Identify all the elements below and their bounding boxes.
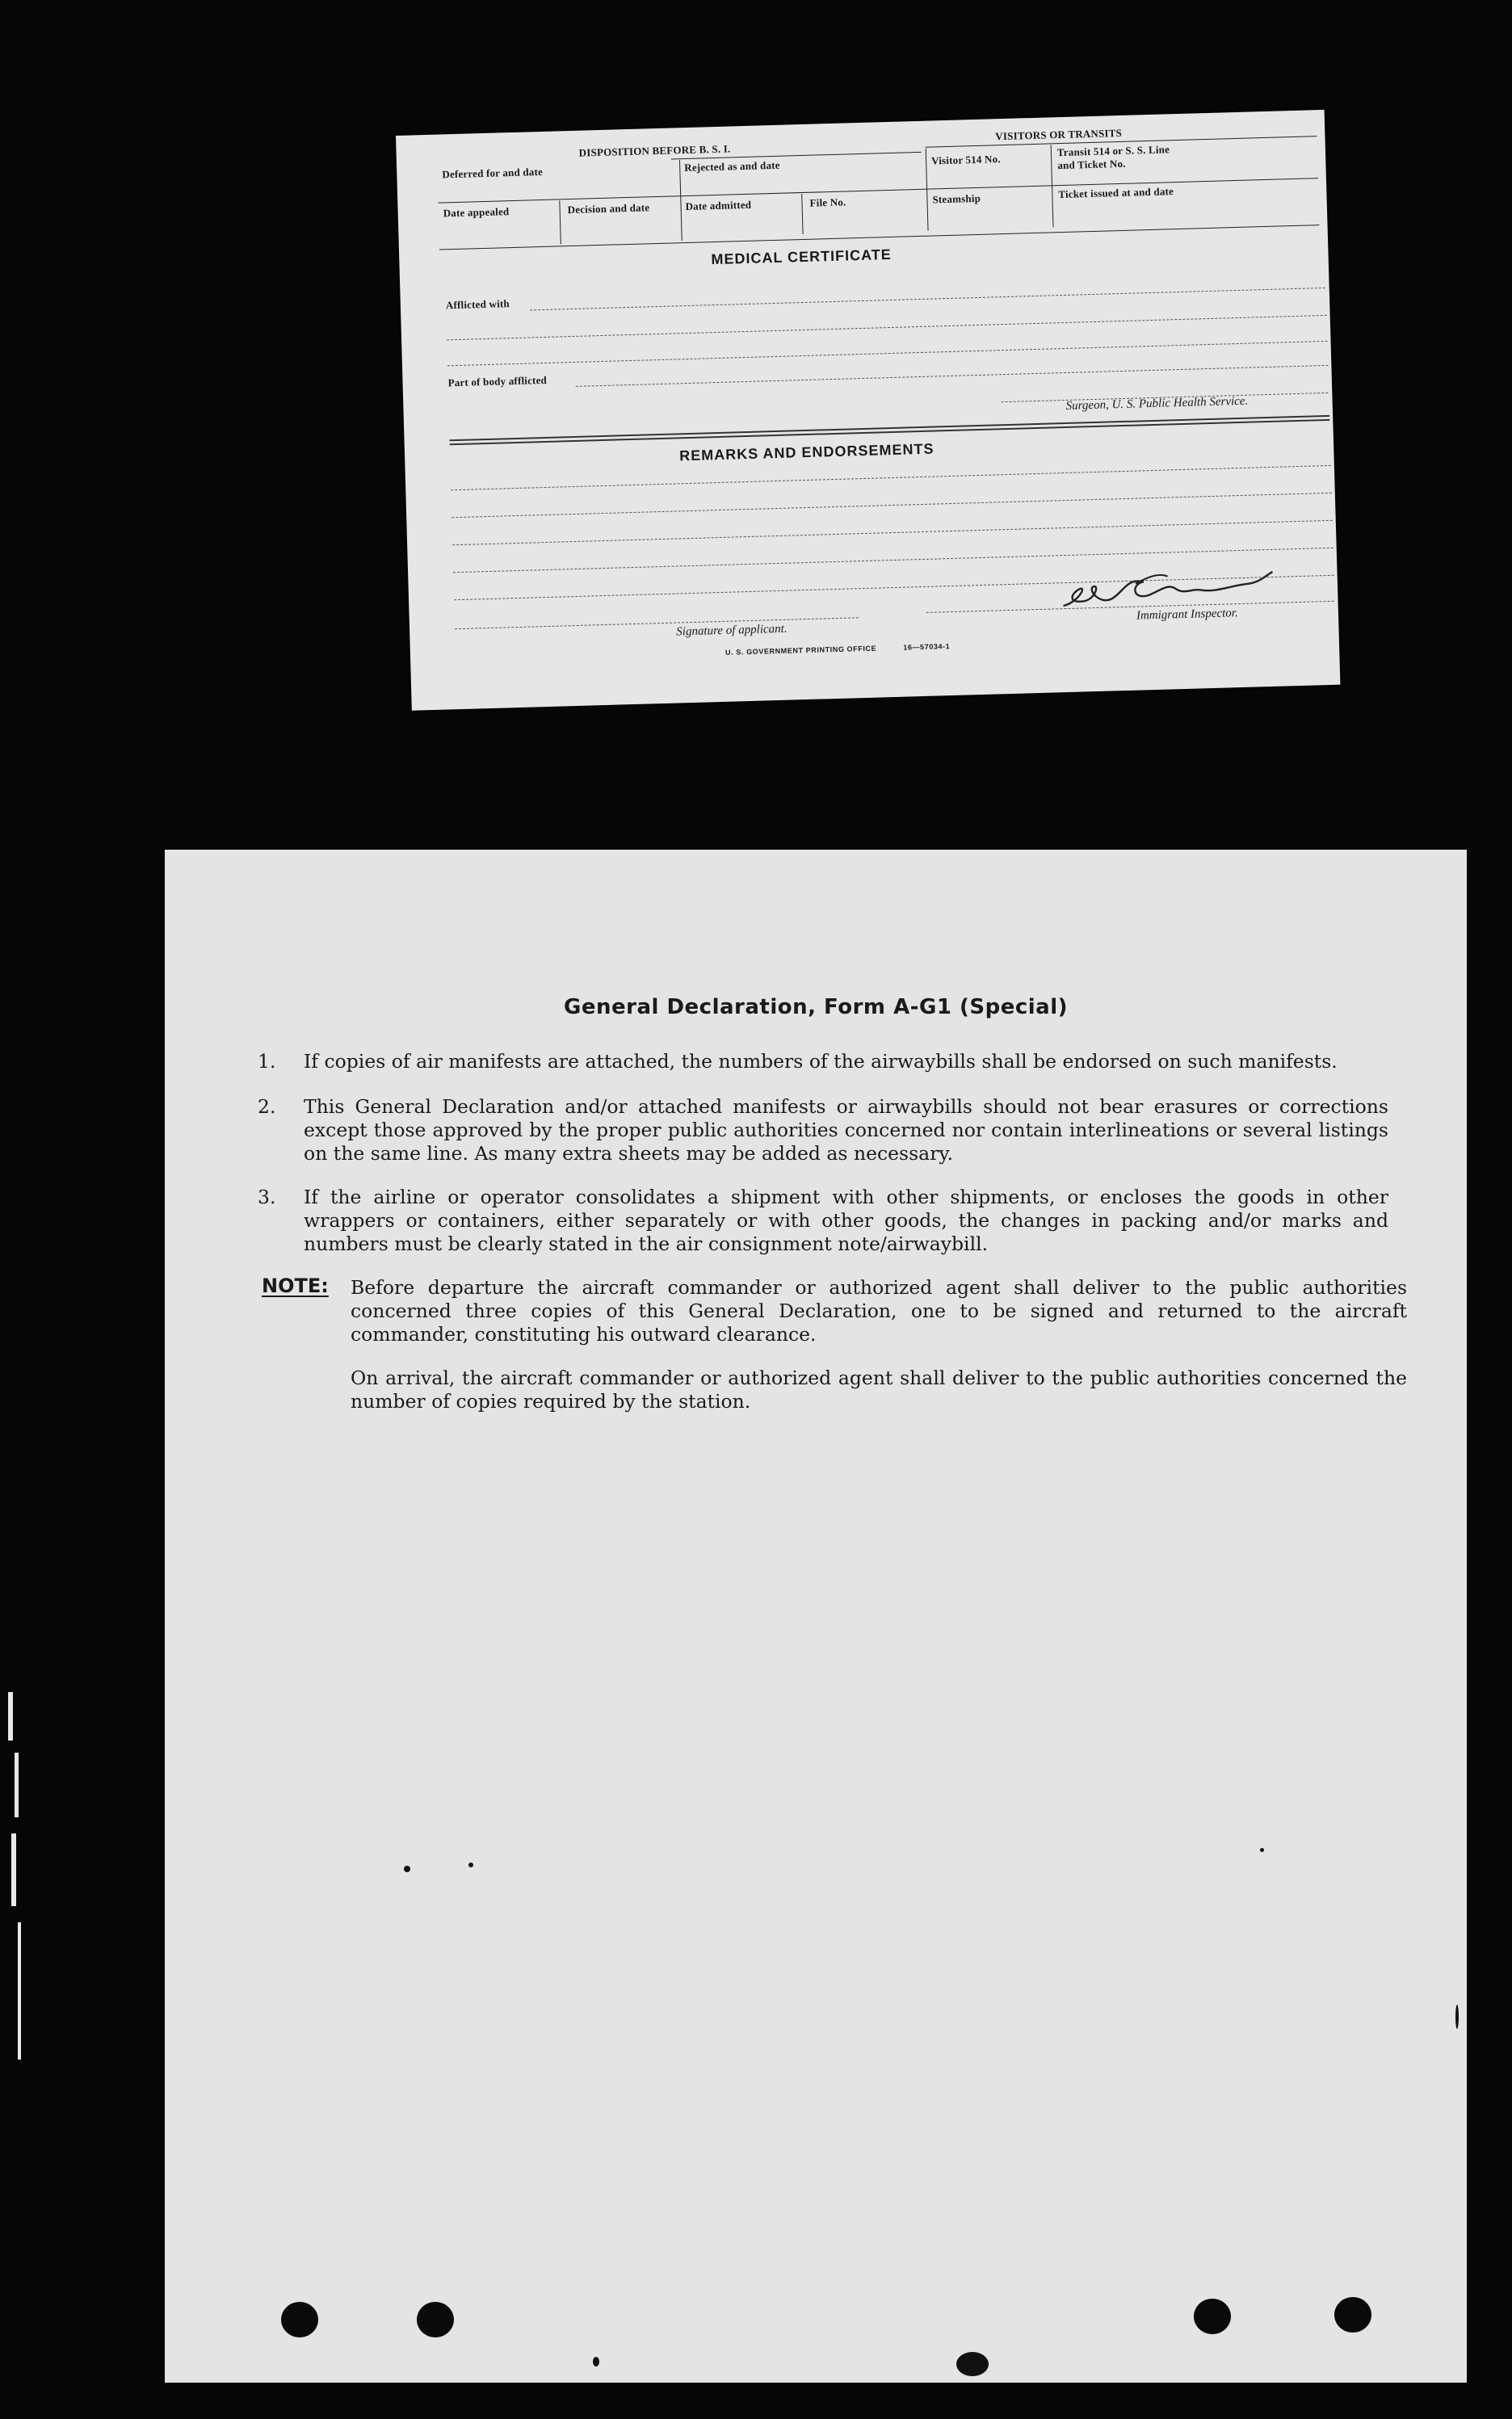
item-text: If copies of air manifests are attached, the numbers of the airwaybills shall be endorsed on such manifests. xyxy=(304,1050,1338,1073)
punch-hole xyxy=(281,2302,318,2337)
surgeon-caption: Surgeon, U. S. Public Health Service. xyxy=(1065,394,1249,413)
page-title: General Declaration, Form A-G1 (Special) xyxy=(564,995,1068,1019)
ticket-issued-label: Ticket issued at and date xyxy=(1058,185,1174,201)
speck xyxy=(1455,2005,1459,2029)
film-edge-mark xyxy=(15,1753,19,1817)
film-edge-mark xyxy=(8,1692,13,1741)
visitors-header: VISITORS OR TRANSITS xyxy=(995,126,1123,143)
medical-certificate-card xyxy=(396,110,1340,711)
film-edge-mark xyxy=(11,1833,16,1906)
visitor-514-label: Visitor 514 No. xyxy=(930,153,1002,167)
printing-office-line xyxy=(725,642,951,657)
speck xyxy=(1260,1848,1264,1852)
afflicted-with-label: Afflicted with xyxy=(445,297,510,312)
file-no-label: File No. xyxy=(809,195,846,209)
item-text: If the airline or operator consolidates a shipment with other shipments, or encloses the goods in other wrappers or containers, either separately or with other goods, the changes in packing and/or marks and numbers must be clearly stated in the air consignment note/airwaybill. xyxy=(304,1186,1388,1255)
note-label: NOTE: xyxy=(262,1275,329,1297)
date-admitted-label: Date admitted xyxy=(685,198,752,213)
list-item-3 xyxy=(258,1186,1388,1256)
disposition-header: DISPOSITION BEFORE B. S. I. xyxy=(578,142,731,159)
form-code: 16—57034-1 xyxy=(903,642,951,652)
item-text: This General Declaration and/or attached manifests or airwaybills should not bear erasures or corrections except those approved by the proper public authorities concerned nor contain interlineations or several listings on the same line. As many extra sheets may be added as necessary. xyxy=(304,1095,1388,1165)
signature-applicant-caption: Signature of applicant. xyxy=(676,622,788,639)
film-edge-mark xyxy=(18,1922,21,2060)
ticket-no-label: and Ticket No. xyxy=(1057,157,1126,172)
part-of-body-label: Part of body afflicted xyxy=(447,373,548,389)
deferred-label: Deferred for and date xyxy=(442,165,544,181)
steamship-label: Steamship xyxy=(932,191,981,206)
general-declaration-sheet xyxy=(165,850,1467,2383)
decision-label: Decision and date xyxy=(567,201,650,216)
speck xyxy=(404,1866,410,1872)
item-number: 2. xyxy=(258,1095,276,1118)
punch-hole xyxy=(1194,2299,1231,2334)
note-paragraph-2: On arrival, the aircraft commander or authorized agent shall deliver to the public authorities concerned the number of copies required by the station. xyxy=(351,1367,1407,1413)
transit-514-label: Transit 514 or S. S. Line xyxy=(1056,143,1170,159)
rejected-label: Rejected as and date xyxy=(684,158,780,174)
punch-hole xyxy=(1334,2297,1371,2333)
speck xyxy=(468,1863,473,1867)
list-item-1 xyxy=(258,1050,1388,1073)
speck xyxy=(956,2352,989,2376)
item-number: 3. xyxy=(258,1186,276,1208)
immigrant-inspector-caption: Immigrant Inspector. xyxy=(1136,607,1238,623)
list-item-2 xyxy=(258,1095,1388,1165)
printing-office: U. S. GOVERNMENT PRINTING OFFICE xyxy=(724,644,877,657)
punch-hole xyxy=(417,2302,454,2337)
medical-certificate-heading: MEDICAL CERTIFICATE xyxy=(711,246,892,268)
date-appealed-label: Date appealed xyxy=(443,205,510,220)
speck xyxy=(593,2357,599,2367)
remarks-heading: REMARKS AND ENDORSEMENTS xyxy=(678,440,934,464)
item-number: 1. xyxy=(258,1050,276,1073)
note-paragraph-1: Before departure the aircraft commander or authorized agent shall deliver to the public authorities concerned three copies of this General Declaration, one to be signed and returned to the aircraft commander, constituting his outward clearance. xyxy=(351,1276,1407,1346)
